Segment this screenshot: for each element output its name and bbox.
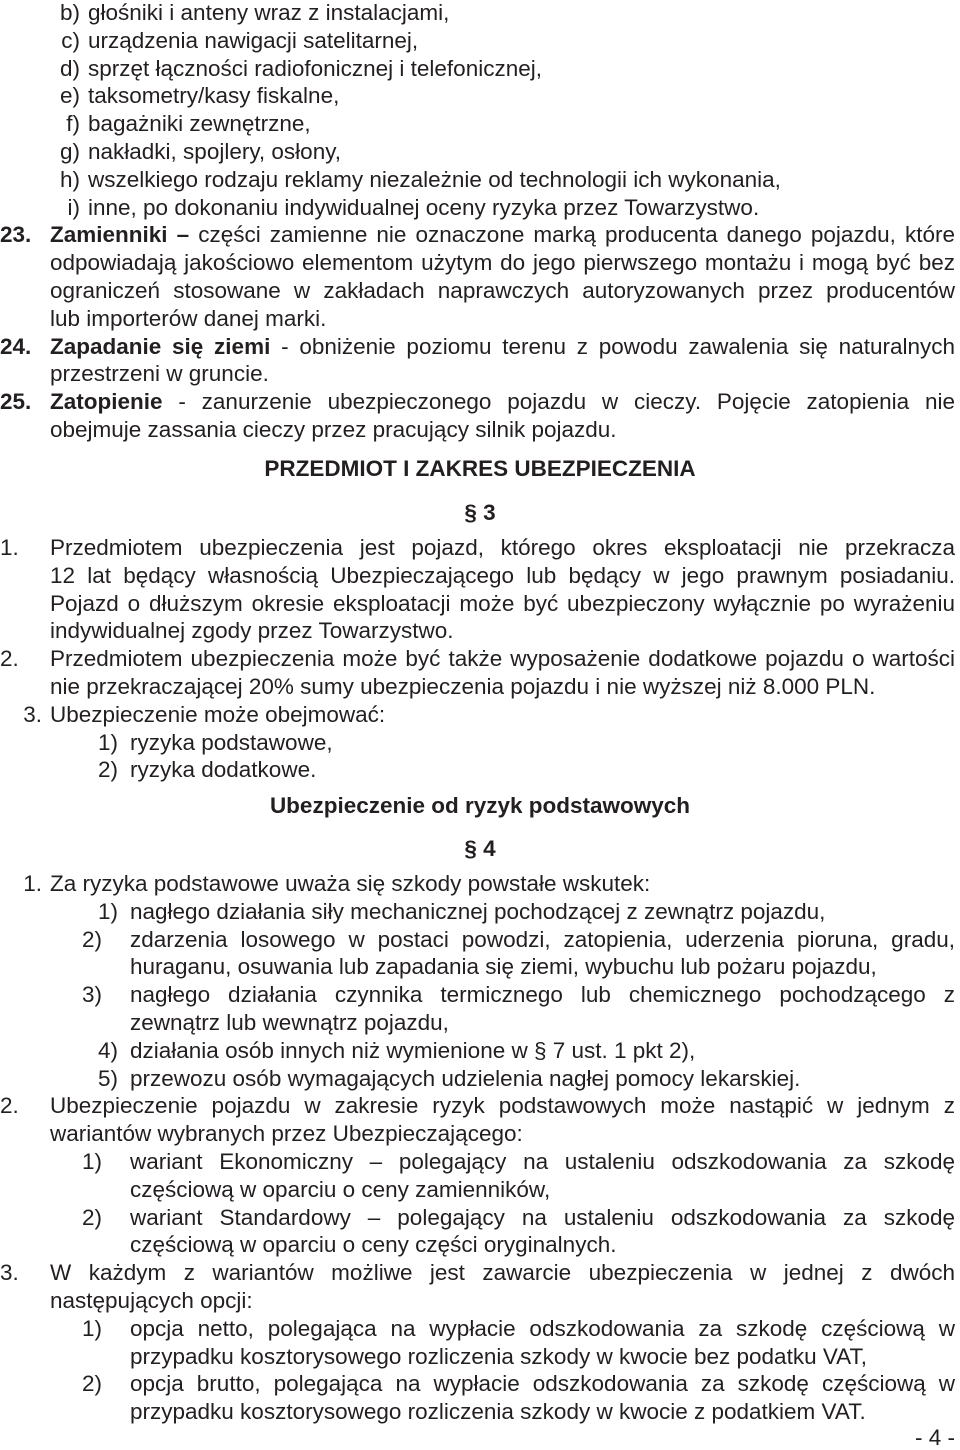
paragraph-4-item-1 — [0, 870, 960, 898]
definition-number: 24. — [0, 333, 32, 359]
item-text: Za ryzyka podstawowe uważa się szkody powstałe wskutek: — [50, 870, 651, 896]
paragraph-4-item-3-subitem-2 — [0, 1370, 960, 1398]
paragraph-4-item-1-subitem-5 — [0, 1065, 960, 1093]
section-heading: PRZEDMIOT I ZAKRES UBEZPIECZENIA — [264, 456, 696, 482]
list-item-e — [0, 82, 960, 110]
subitem-text: opcja netto, polegająca na wypłacie odszkodowania za szkodę częściową w — [130, 1315, 955, 1341]
paragraph-4-item-2 — [0, 1092, 960, 1120]
paragraph-3-item-1-continued — [0, 617, 960, 645]
paragraph-4-item-1-subitem-1 — [0, 898, 960, 926]
item-number: 1. — [23, 870, 42, 896]
paragraph-4-item-2-subitem-1 — [0, 1148, 960, 1176]
paragraph-3-item-3 — [0, 701, 960, 729]
subitem-text: działania osób innych niż wymienione w § 7 ust. 1 pkt 2), — [130, 1037, 696, 1063]
item-text: Ubezpieczenie może obejmować: — [50, 701, 386, 727]
definition-text: - obniżenie poziomu terenu z powodu zawalenia się naturalnych — [281, 333, 955, 359]
paragraph-3-item-2-continued — [0, 673, 960, 701]
definition-23 — [0, 221, 960, 249]
subitem-text: przewozu osób wymagających udzielenia nagłej pomocy lekarskiej. — [130, 1065, 801, 1091]
definition-text: - zanurzenie ubezpieczonego pojazdu w cieczy. Pojęcie zatopienia nie — [178, 389, 955, 415]
subitem-number: 2) — [97, 757, 118, 783]
subitem-number: 1) — [97, 898, 118, 924]
definition-term: Zapadanie się ziemi — [50, 333, 271, 359]
subitem-text: zdarzenia losowego w postaci powodzi, zatopienia, uderzenia pioruna, gradu, — [130, 926, 955, 952]
list-item-label: b) — [59, 0, 80, 25]
list-item-f — [0, 110, 960, 138]
list-item-c — [0, 27, 960, 55]
subitem-number: 1) — [97, 729, 118, 755]
subitem-text: wariant Ekonomiczny – polegający na ustaleniu odszkodowania za szkodę — [130, 1148, 955, 1174]
item-number: 2. — [0, 1093, 19, 1119]
paragraph-4-item-3-subitem-2-continued — [0, 1398, 960, 1426]
subitem-number: 2) — [82, 1204, 103, 1230]
definition-text: odpowiadają jakościowo elementom użytym do jego pierwszego montażu i mogą być bez — [50, 250, 955, 276]
definition-24 — [0, 333, 960, 361]
list-item-label: c) — [61, 27, 80, 53]
paragraph-3-title: § 3 — [464, 500, 496, 526]
item-text: Ubezpieczenie pojazdu w zakresie ryzyk podstawowych może nastąpić w jednym z — [50, 1093, 955, 1119]
item-number: 2. — [0, 646, 19, 672]
definition-25-continued — [0, 416, 960, 444]
list-item-text: sprzęt łączności radiofonicznej i telefonicznej, — [88, 55, 542, 81]
item-number: 3. — [0, 1260, 19, 1286]
list-item-text: głośniki i anteny wraz z instalacjami, — [88, 0, 450, 25]
paragraph-4-title: § 4 — [464, 835, 496, 861]
item-number: 3. — [23, 701, 42, 727]
page-number: - 4 - — [914, 1425, 955, 1450]
subitem-number: 1) — [82, 1148, 103, 1174]
subitem-text: ryzyka podstawowe, — [130, 729, 333, 755]
subitem-text: częściową w oparciu o ceny części oryginalnych. — [130, 1232, 617, 1258]
subitem-text: wariant Standardowy – polegający na ustaleniu odszkodowania za szkodę — [130, 1204, 955, 1230]
list-item-label: h) — [59, 166, 80, 192]
definition-23-continued — [0, 277, 960, 305]
definition-24-continued — [0, 360, 960, 388]
item-text: następujących opcji: — [50, 1287, 253, 1313]
paragraph-3-item-1-continued — [0, 590, 960, 618]
list-item-label: g) — [59, 138, 80, 164]
list-item-g — [0, 138, 960, 166]
paragraph-4-item-2-subitem-2-continued — [0, 1231, 960, 1259]
definition-text: lub importerów danej marki. — [50, 305, 327, 331]
list-item-d — [0, 55, 960, 83]
subitem-number: 3) — [82, 982, 103, 1008]
subitem-number: 4) — [97, 1037, 118, 1063]
definition-term: Zatopienie — [50, 389, 163, 415]
paragraph-4-item-3-continued — [0, 1287, 960, 1315]
list-item-b — [0, 0, 960, 27]
item-text: Przedmiotem ubezpieczenia może być także wyposażenie dodatkowe pojazdu o wartości — [50, 646, 955, 672]
list-item-text: bagażniki zewnętrzne, — [88, 111, 311, 137]
paragraph-4-item-2-continued — [0, 1120, 960, 1148]
list-item-text: nakładki, spojlery, osłony, — [88, 138, 342, 164]
paragraph-3-item-3-subitem-1 — [0, 729, 960, 757]
paragraph-3-item-3-subitem-2 — [0, 756, 960, 784]
paragraph-4-item-1-subitem-4 — [0, 1037, 960, 1065]
paragraph-4-item-1-subitem-3-continued — [0, 1009, 960, 1037]
item-text: Przedmiotem ubezpieczenia jest pojazd, którego okres eksploatacji nie przekracza — [50, 535, 955, 561]
subitem-text: huraganu, osuwania lub zapadania się ziemi, wybuchu lub pożaru pojazdu, — [130, 954, 877, 980]
subitem-number: 2) — [82, 1371, 103, 1397]
definition-term: Zamienniki – — [50, 222, 190, 248]
paragraph-3-item-1-continued — [0, 562, 960, 590]
subitem-text: częściową w oparciu o ceny zamienników, — [130, 1176, 551, 1202]
list-item-i — [0, 194, 960, 222]
paragraph-4-item-1-subitem-2 — [0, 926, 960, 954]
paragraph-4-item-1-subitem-3 — [0, 981, 960, 1009]
subsection-heading: Ubezpieczenie od ryzyk podstawowych — [269, 792, 691, 818]
item-text: nie przekraczającej 20% sumy ubezpieczenia pojazdu i nie wyższej niż 8.000 PLN. — [50, 674, 876, 699]
subitem-text: przypadku kosztorysowego rozliczenia szkody w kwocie bez podatku VAT, — [130, 1343, 868, 1369]
list-item-label: d) — [59, 55, 80, 81]
paragraph-4-item-2-subitem-1-continued — [0, 1176, 960, 1204]
subitem-number: 5) — [97, 1065, 118, 1091]
subitem-number: 2) — [82, 926, 103, 952]
subitem-text: nagłego działania siły mechanicznej pochodzącej z zewnątrz pojazdu, — [130, 898, 826, 924]
list-item-text: inne, po dokonaniu indywidualnej oceny ryzyka przez Towarzystwo. — [88, 194, 760, 220]
subitem-text: przypadku kosztorysowego rozliczenia szkody w kwocie z podatkiem VAT. — [130, 1399, 866, 1425]
definition-23-continued — [0, 305, 960, 333]
paragraph-4-item-1-subitem-2-continued — [0, 953, 960, 981]
list-item-text: taksometry/kasy fiskalne, — [88, 83, 340, 109]
list-item-text: wszelkiego rodzaju reklamy niezależnie od technologii ich wykonania, — [88, 166, 781, 192]
paragraph-4-item-3-subitem-1-continued — [0, 1343, 960, 1371]
definition-23-continued — [0, 249, 960, 277]
item-text: indywidualnej zgody przez Towarzystwo. — [50, 618, 454, 644]
subitem-text: opcja brutto, polegająca na wypłacie odszkodowania za szkodę częściową w — [130, 1371, 955, 1397]
list-item-label: e) — [59, 83, 80, 109]
item-text: 12 lat będący własnością Ubezpieczającego lub będący w jego prawnym posiadaniu. — [50, 562, 955, 588]
definition-25 — [0, 388, 960, 416]
subitem-text: zewnątrz lub wewnątrz pojazdu, — [130, 1009, 449, 1035]
item-text: W każdym z wariantów możliwe jest zawarcie ubezpieczenia w jednej z dwóch — [50, 1260, 955, 1286]
definition-number: 25. — [0, 389, 32, 415]
list-item-h — [0, 166, 960, 194]
definition-text: ograniczeń stosowane w zakładach naprawczych autoryzowanych przez producentów — [50, 277, 955, 303]
paragraph-4-item-2-subitem-2 — [0, 1204, 960, 1232]
definition-number: 23. — [0, 222, 32, 248]
subitem-text: nagłego działania czynnika termicznego lub chemicznego pochodzącego z — [130, 982, 955, 1008]
definition-text: przestrzeni w gruncie. — [50, 361, 269, 387]
definition-text: części zamienne nie oznaczone marką producenta danego pojazdu, które — [198, 222, 955, 248]
paragraph-3-item-1 — [0, 534, 960, 562]
definition-text: obejmuje zassania cieczy przez pracujący silnik pojazdu. — [50, 416, 617, 442]
paragraph-4-item-3 — [0, 1259, 960, 1287]
paragraph-4-item-3-subitem-1 — [0, 1315, 960, 1343]
item-number: 1. — [0, 535, 19, 561]
paragraph-3-item-2 — [0, 645, 960, 673]
subitem-text: ryzyka dodatkowe. — [130, 757, 317, 783]
list-item-label: f) — [66, 111, 80, 137]
item-text: wariantów wybranych przez Ubezpieczającego: — [50, 1121, 523, 1147]
item-text: Pojazd o dłuższym okresie eksploatacji może być ubezpieczony wyłącznie po wyrażeniu — [50, 590, 955, 616]
subitem-number: 1) — [82, 1315, 103, 1341]
list-item-text: urządzenia nawigacji satelitarnej, — [88, 27, 419, 53]
list-item-label: i) — [67, 194, 80, 220]
